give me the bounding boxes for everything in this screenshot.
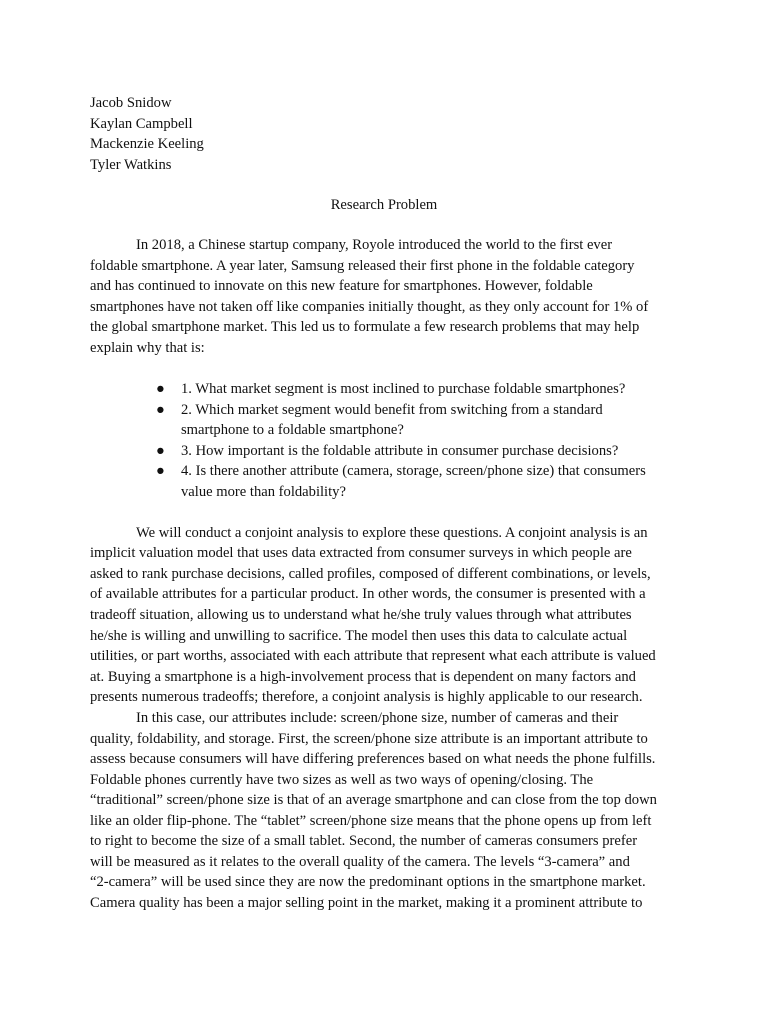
list-item-continuation: smartphone to a foldable smartphone? — [181, 422, 404, 438]
author-list — [90, 93, 204, 175]
author-name: Jacob Snidow — [90, 95, 172, 111]
paragraph-line: tradeoff situation, allowing us to understand what he/she truly values through what attributes — [90, 607, 632, 623]
paragraph-line: “traditional” screen/phone size is that of an average smartphone and can close from the top down — [90, 792, 657, 808]
paragraph-line: and has continued to innovate on this new feature for smartphones. However, foldable — [90, 278, 593, 294]
paragraph-line: at. Buying a smartphone is a high-involvement process that is dependent on many factors and — [90, 669, 636, 685]
paragraph-line: presents numerous tradeoffs; therefore, a conjoint analysis is highly applicable to our research. — [90, 689, 643, 705]
bullet-marker: ● — [156, 402, 165, 418]
paragraph-line: In 2018, a Chinese startup company, Royole introduced the world to the first ever — [136, 237, 613, 253]
paragraph-line: We will conduct a conjoint analysis to explore these questions. A conjoint analysis is an — [136, 525, 648, 541]
paragraph-line: smartphones have not taken off like companies initially thought, as they only account for 1% of — [90, 299, 649, 315]
bullet-marker: ● — [156, 443, 165, 459]
list-item-continuation: value more than foldability? — [181, 484, 346, 500]
paragraph-line: explain why that is: — [90, 340, 205, 356]
paragraph-line: implicit valuation model that uses data extracted from consumer surveys in which people are — [90, 545, 632, 561]
paragraph-line: “2-camera” will be used since they are now the predominant options in the smartphone market. — [90, 874, 646, 890]
paragraph-line: will be measured as it relates to the overall quality of the camera. The levels “3-camera” and — [90, 854, 630, 870]
bullet-marker: ● — [156, 381, 165, 397]
paragraph-line: utilities, or part worths, associated with each attribute that represent what each attribute is valued — [90, 648, 656, 664]
paragraph-line: of available attributes for a particular product. In other words, the consumer is presented with a — [90, 586, 646, 602]
paragraph-line: the global smartphone market. This led us to formulate a few research problems that may help — [90, 319, 640, 335]
paragraph-line: to right to become the size of a small tablet. Second, the number of cameras consumers prefer — [90, 833, 638, 849]
paragraph-line: he/she is willing and unwilling to sacrifice. The model then uses this data to calculate actual — [90, 628, 628, 644]
paragraph-line: quality, foldability, and storage. First, the screen/phone size attribute is an important attribute to — [90, 731, 648, 747]
list-item: 4. Is there another attribute (camera, storage, screen/phone size) that consumers — [181, 463, 646, 479]
paragraph-line: Foldable phones currently have two sizes as well as two ways of opening/closing. The — [90, 772, 594, 788]
list-item: 3. How important is the foldable attribute in consumer purchase decisions? — [181, 443, 619, 459]
paragraph-line: asked to rank purchase decisions, called profiles, composed of different combinations, or levels, — [90, 566, 651, 582]
list-item: 2. Which market segment would benefit from switching from a standard — [181, 402, 603, 418]
paragraph-line: like an older flip-phone. The “tablet” screen/phone size means that the phone opens up from left — [90, 813, 652, 829]
author-name: Kaylan Campbell — [90, 115, 193, 132]
author-name: Tyler Watkins — [90, 156, 172, 173]
bullet-marker: ● — [156, 463, 165, 479]
paragraph-line: assess because consumers will have differing preferences based on what needs the phone fulfills. — [90, 751, 656, 767]
paragraph-line: In this case, our attributes include: screen/phone size, number of cameras and their — [136, 710, 619, 726]
paragraph-line: Camera quality has been a major selling point in the market, making it a prominent attribute to — [90, 895, 643, 911]
document-title: Research Problem — [330, 197, 438, 213]
author-name: Mackenzie Keeling — [90, 136, 204, 152]
paragraph-line: foldable smartphone. A year later, Samsung released their first phone in the foldable category — [90, 258, 635, 274]
list-item: 1. What market segment is most inclined to purchase foldable smartphones? — [181, 381, 626, 397]
